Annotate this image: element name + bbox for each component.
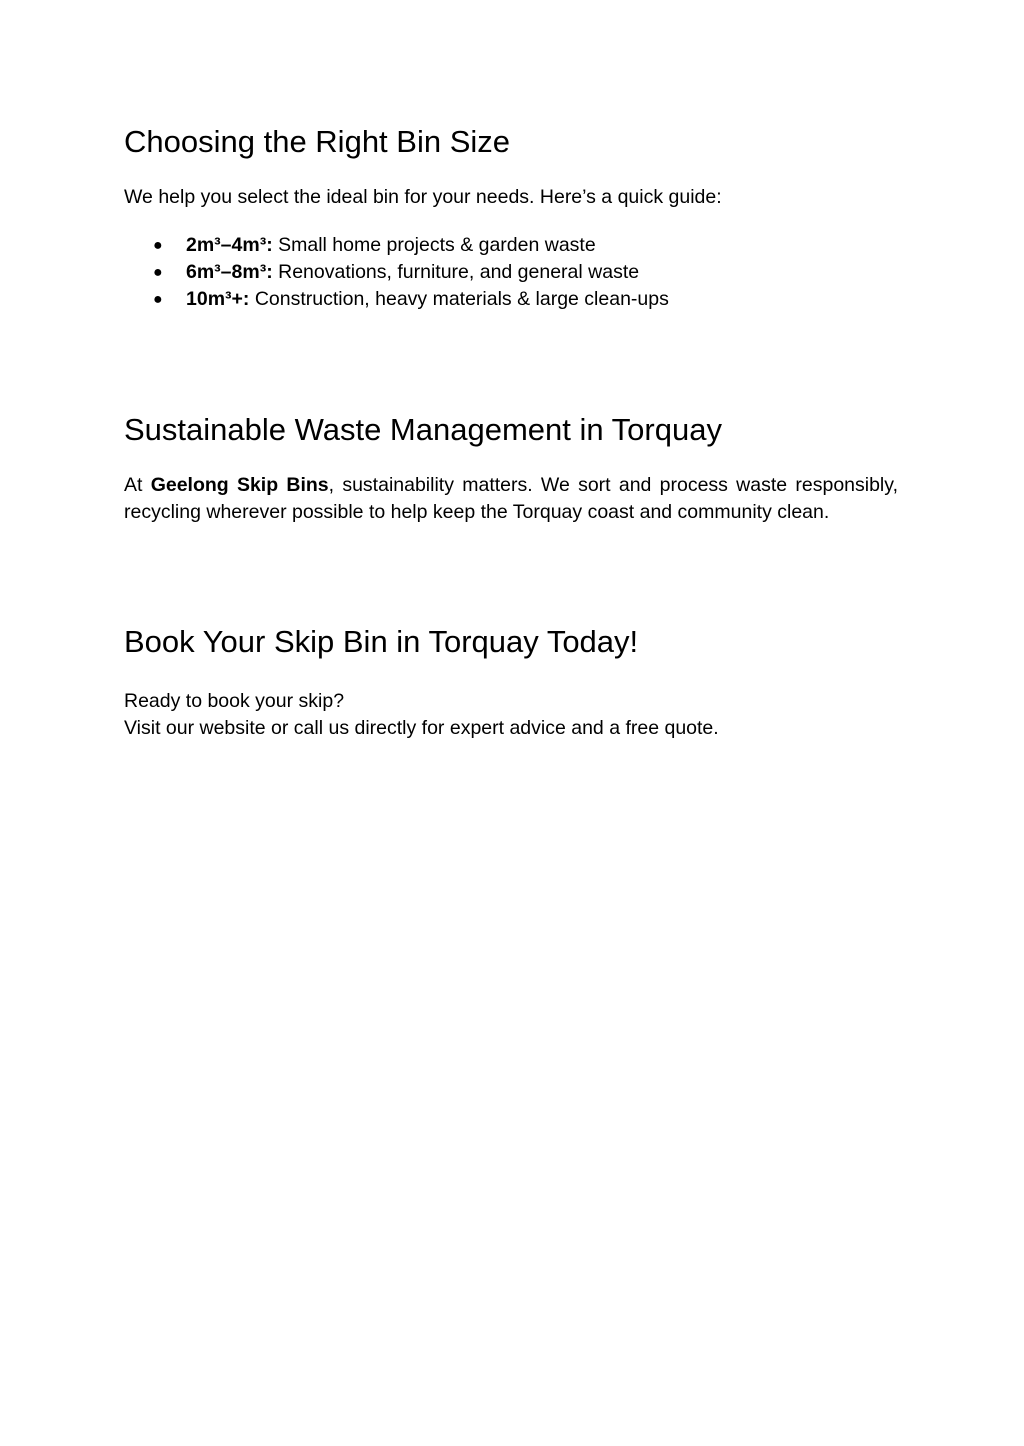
list-item: [124, 259, 898, 286]
bullet-icon: ●: [153, 291, 163, 308]
bin-size-list: [124, 232, 898, 313]
heading-sustainability: Sustainable Waste Management in Torquay: [124, 412, 722, 447]
heading-book-today: Book Your Skip Bin in Torquay Today!: [124, 624, 639, 659]
heading-bin-size: Choosing the Right Bin Size: [124, 124, 511, 159]
paragraph-text: , sustainability matters. We sort and process waste responsibly, recycling wherever possible to help keep the Torquay coast and community clean.: [124, 474, 898, 523]
bullet-icon: ●: [153, 264, 163, 281]
bin-size-term: 6m³–8m³:: [186, 261, 273, 283]
sustainability-paragraph: [124, 472, 898, 526]
bin-size-desc: Construction, heavy materials & large clean-ups: [249, 288, 669, 310]
booking-line-1: Ready to book your skip?: [124, 690, 345, 712]
bullet-icon: ●: [153, 237, 163, 254]
bin-size-desc: Renovations, furniture, and general waste: [272, 261, 640, 283]
bin-size-intro: We help you select the ideal bin for your needs. Here’s a quick guide:: [124, 186, 722, 208]
bin-size-term: 2m³–4m³:: [186, 234, 273, 256]
booking-line-2: Visit our website or call us directly for expert advice and a free quote.: [124, 717, 719, 739]
list-item: [124, 232, 898, 259]
list-item: [124, 286, 898, 313]
company-name: Geelong Skip Bins: [150, 474, 329, 496]
bin-size-desc: Small home projects & garden waste: [272, 234, 596, 256]
paragraph-text: At: [124, 474, 151, 496]
bin-size-term: 10m³+:: [186, 288, 250, 310]
